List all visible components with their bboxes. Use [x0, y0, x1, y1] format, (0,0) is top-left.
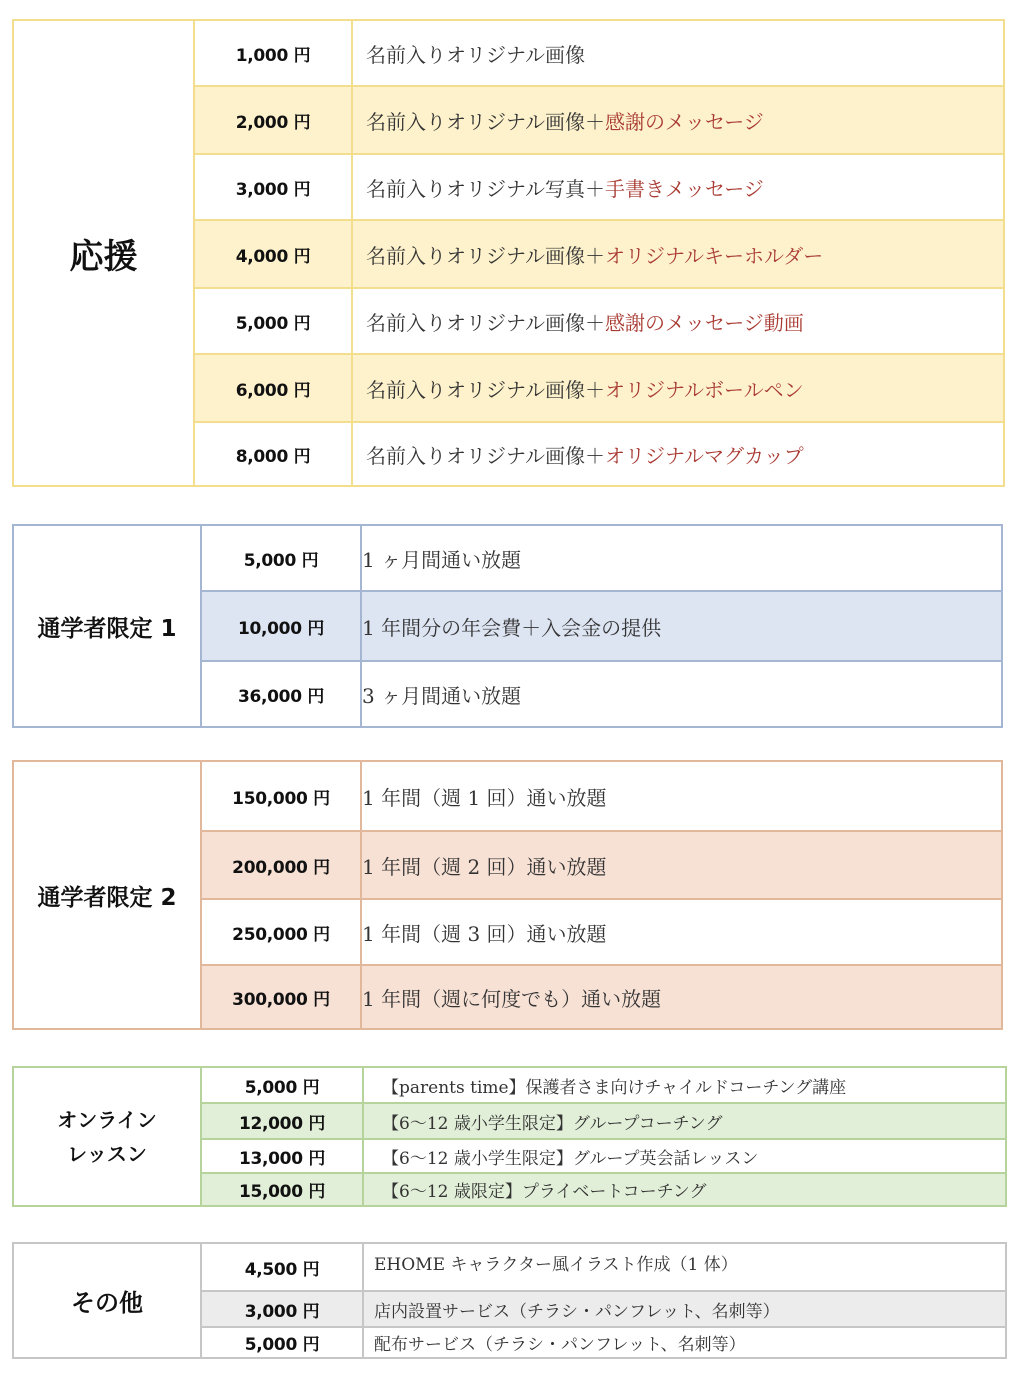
description-base: 名前入りオリジナル画像＋ [366, 310, 605, 335]
price-cell: 250,000 円 [201, 899, 361, 965]
online-lesson-table [12, 1066, 1007, 1207]
price-cell: 300,000 円 [201, 965, 361, 1029]
other-services-table [12, 1242, 1007, 1359]
support-tier-table [12, 19, 1005, 487]
price-cell: 2,000 円 [194, 86, 352, 154]
description-cell: 【parents time】保護者さま向けチャイルドコーチング講座 [363, 1067, 1006, 1103]
description-cell [352, 220, 1004, 288]
description-cell [352, 154, 1004, 220]
description-extra: 感謝のメッセージ動画 [605, 310, 804, 335]
description-cell [352, 86, 1004, 154]
description-base: 名前入りオリジナル画像 [366, 42, 585, 67]
section-title-student2: 通学者限定 2 [13, 761, 201, 1029]
price-cell: 12,000 円 [201, 1103, 363, 1139]
section-title-other: その他 [13, 1243, 201, 1358]
description-extra: オリジナルマグカップ [605, 443, 804, 468]
table-row [13, 1243, 1006, 1291]
price-cell: 150,000 円 [201, 761, 361, 831]
section-title-student1: 通学者限定 1 [13, 525, 201, 727]
description-cell: 【6～12 歳小学生限定】グループコーチング [363, 1103, 1006, 1139]
description-cell [352, 354, 1004, 422]
price-cell: 4,500 円 [201, 1243, 363, 1291]
description-cell: 1 年間分の年会費＋入会金の提供 [361, 591, 1002, 661]
description-cell: 1 ヶ月間通い放題 [361, 525, 1002, 591]
description-cell [352, 20, 1004, 86]
price-cell: 5,000 円 [201, 1327, 363, 1358]
description-extra: 感謝のメッセージ [605, 109, 764, 134]
price-cell: 5,000 円 [201, 525, 361, 591]
table-row [13, 1067, 1006, 1103]
price-cell: 200,000 円 [201, 831, 361, 899]
table-row [13, 20, 1004, 86]
price-cell: 6,000 円 [194, 354, 352, 422]
description-extra: オリジナルボールペン [605, 377, 804, 402]
description-base: 名前入りオリジナル画像＋ [366, 377, 605, 402]
price-cell: 5,000 円 [201, 1067, 363, 1103]
price-cell: 5,000 円 [194, 288, 352, 354]
description-extra: 手書きメッセージ [605, 176, 764, 201]
price-cell: 36,000 円 [201, 661, 361, 727]
description-cell: 1 年間（週 3 回）通い放題 [361, 899, 1002, 965]
section-title-online [13, 1067, 201, 1206]
description-cell: 【6～12 歳限定】プライベートコーチング [363, 1173, 1006, 1206]
section-title-line: オンライン [57, 1107, 157, 1132]
description-cell [352, 422, 1004, 486]
description-cell: EHOME キャラクター風イラスト作成（1 体） [363, 1243, 1006, 1291]
student-tier2-table [12, 760, 1003, 1030]
price-cell: 3,000 円 [194, 154, 352, 220]
description-cell: 【6～12 歳小学生限定】グループ英会話レッスン [363, 1139, 1006, 1173]
description-cell: 1 年間（週 2 回）通い放題 [361, 831, 1002, 899]
description-cell [352, 288, 1004, 354]
price-cell: 4,000 円 [194, 220, 352, 288]
price-cell: 13,000 円 [201, 1139, 363, 1173]
description-base: 名前入りオリジナル画像＋ [366, 243, 605, 268]
price-cell: 3,000 円 [201, 1291, 363, 1327]
description-cell: 店内設置サービス（チラシ・パンフレット、名刺等） [363, 1291, 1006, 1327]
table-row [13, 761, 1002, 831]
description-cell: 1 年間（週に何度でも）通い放題 [361, 965, 1002, 1029]
table-row [13, 525, 1002, 591]
description-cell: 1 年間（週 1 回）通い放題 [361, 761, 1002, 831]
description-cell: 3 ヶ月間通い放題 [361, 661, 1002, 727]
section-title-line: レッスン [67, 1141, 147, 1166]
description-cell: 配布サービス（チラシ・パンフレット、名刺等） [363, 1327, 1006, 1358]
price-cell: 10,000 円 [201, 591, 361, 661]
section-title-support: 応援 [13, 20, 194, 486]
description-base: 名前入りオリジナル画像＋ [366, 443, 605, 468]
price-cell: 1,000 円 [194, 20, 352, 86]
student-tier1-table [12, 524, 1003, 728]
price-cell: 15,000 円 [201, 1173, 363, 1206]
price-cell: 8,000 円 [194, 422, 352, 486]
description-extra: オリジナルキーホルダー [605, 243, 824, 268]
description-base: 名前入りオリジナル写真＋ [366, 176, 605, 201]
description-base: 名前入りオリジナル画像＋ [366, 109, 605, 134]
